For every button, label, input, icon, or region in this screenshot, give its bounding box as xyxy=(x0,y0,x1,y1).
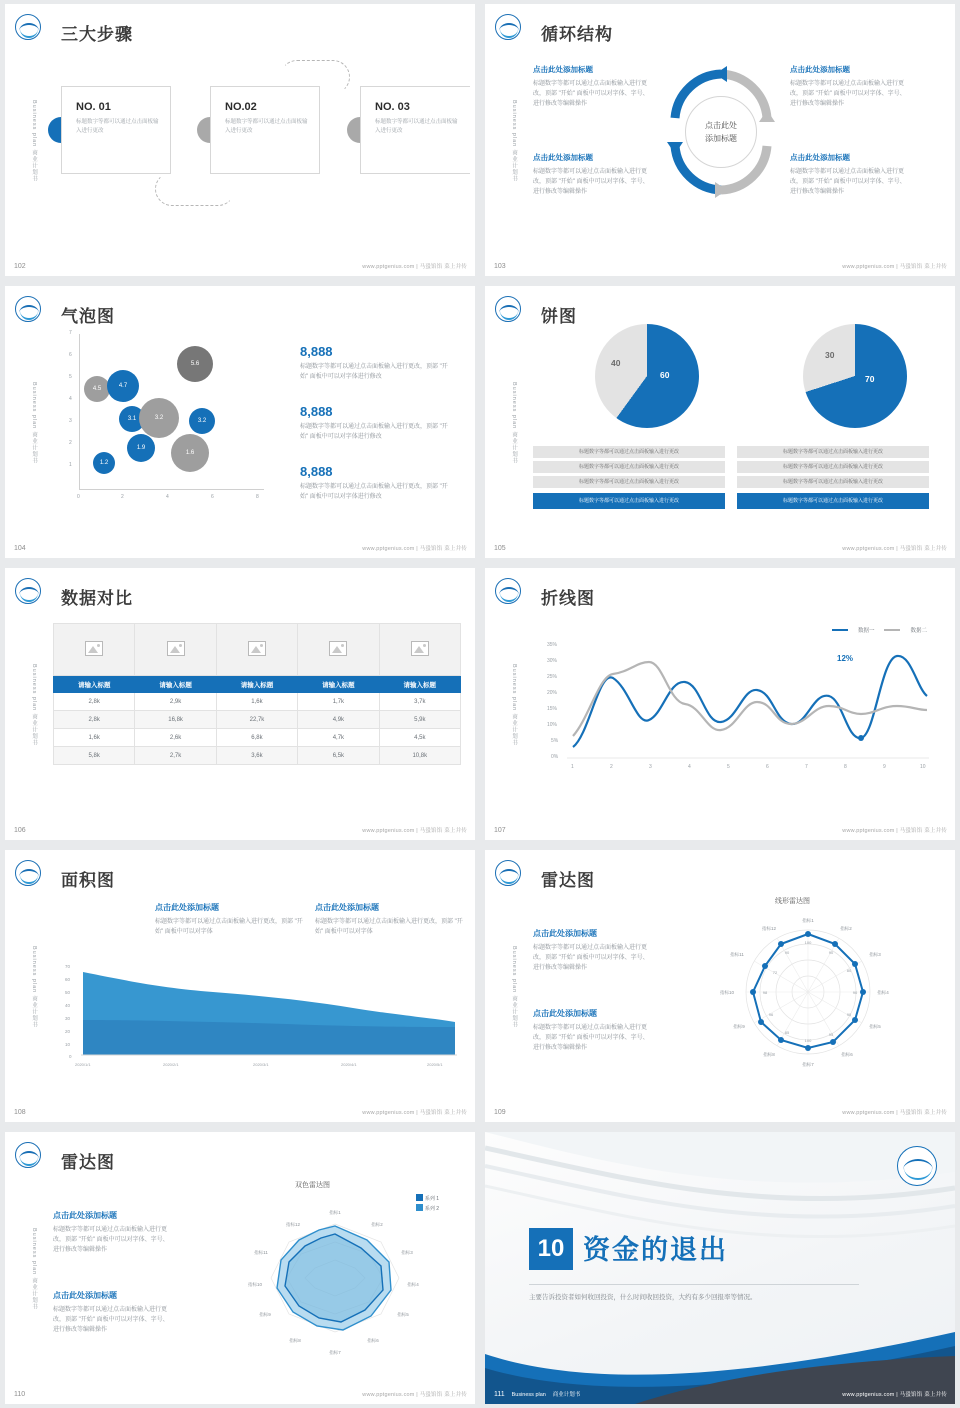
svg-text:90: 90 xyxy=(846,1012,852,1017)
table-cell: 4,7k xyxy=(298,729,379,747)
slide-footer: www.pptgenius.com | 马蛩馅馅 菜上并传 xyxy=(362,1110,467,1116)
radar-heading-1 xyxy=(533,928,651,973)
step-desc: 标题数字等都可以通过点击面板输入进行更改 xyxy=(76,119,159,134)
slide-number: 110 xyxy=(14,1391,26,1398)
slide-107 xyxy=(485,568,955,840)
y-axis xyxy=(79,334,80,489)
slide-footer: www.pptgenius.com | 马蛩馅馅 菜上并传 xyxy=(842,546,947,552)
svg-text:2020/2/1: 2020/2/1 xyxy=(163,1062,179,1067)
brand-logo-icon xyxy=(495,296,521,322)
bubble-chart xyxy=(61,330,276,514)
table-cell: 2,6k xyxy=(135,729,216,747)
slide-106 xyxy=(5,568,475,840)
svg-text:3: 3 xyxy=(649,764,652,770)
svg-text:指标11: 指标11 xyxy=(730,952,744,957)
slide-footer: www.pptgenius.com | 马蛩馅馅 菜上并传 xyxy=(842,1110,947,1116)
table-cell: 3,7k xyxy=(379,693,460,711)
pie-slice-label: 40 xyxy=(611,358,621,368)
step-label: NO.02 xyxy=(225,101,257,113)
table-cell: 10,8k xyxy=(379,747,460,765)
table-cell: 2,7k xyxy=(135,747,216,765)
x-tick: 0 xyxy=(77,494,80,500)
area-chart-svg xyxy=(53,962,463,1074)
svg-text:指标5: 指标5 xyxy=(397,1312,409,1317)
table-row xyxy=(54,711,461,729)
vertical-label: Business plan 商业计划书 xyxy=(31,100,37,183)
step-marker-3 xyxy=(347,117,360,143)
svg-text:50: 50 xyxy=(65,990,71,995)
svg-text:90: 90 xyxy=(852,990,858,995)
table-header-cell: 请输入标题 xyxy=(216,676,297,693)
brand-logo-icon xyxy=(15,296,41,322)
slide-111 xyxy=(485,1132,955,1404)
page-title: 折线图 xyxy=(541,589,595,608)
y-tick: 1 xyxy=(69,462,72,468)
y-tick: 3 xyxy=(69,418,72,424)
svg-text:100: 100 xyxy=(804,940,812,945)
slide-103 xyxy=(485,4,955,276)
vertical-label: Business plan 商业计划书 xyxy=(511,382,517,465)
bubble-point: 4.5 xyxy=(84,376,110,402)
svg-text:指标7: 指标7 xyxy=(802,1062,814,1067)
svg-text:60: 60 xyxy=(65,977,71,982)
bubble-point: 3.2 xyxy=(189,408,215,434)
table-header-cell: 请输入标题 xyxy=(54,676,135,693)
item-title: 点击此处添加标题 xyxy=(533,153,593,162)
svg-text:100: 100 xyxy=(804,1038,812,1043)
image-placeholder-icon xyxy=(411,641,429,656)
bubble-point: 5.6 xyxy=(177,346,213,382)
x-tick: 4 xyxy=(166,494,169,500)
line-chart xyxy=(537,640,937,775)
item-desc: 标题数字等都可以通过点击面板输入进行更改，顶部 "开始" 面板中可以对字体、字号、进行修改等编辑操作 xyxy=(790,169,906,195)
heading-desc: 标题数字等都可以通过点击面板输入进行更改，顶部 "开始" 面板中可以对字体 xyxy=(155,919,303,935)
table-cell-image xyxy=(216,624,297,676)
stat-desc: 标题数字等都可以通过点击面板输入进行更改，顶部 "开始" 面板中可以对字体进行修改 xyxy=(300,484,448,500)
svg-text:2020/5/1: 2020/5/1 xyxy=(427,1062,443,1067)
table-row xyxy=(54,747,461,765)
step-label: NO. 03 xyxy=(375,101,410,113)
table-cell-image xyxy=(54,624,135,676)
slide-110 xyxy=(5,1132,475,1404)
heading-desc: 标题数字等都可以通过点击面板输入进行更改，顶部 "开始" 面板中可以对字体、字号、进行修改等编辑操作 xyxy=(533,945,649,971)
svg-text:指标1: 指标1 xyxy=(802,918,814,923)
legend-label: 数据一 xyxy=(857,628,875,634)
svg-text:30: 30 xyxy=(65,1016,71,1021)
stat-desc: 标题数字等都可以通过点击面板输入进行更改，顶部 "开始" 面板中可以对字体进行修改 xyxy=(300,424,448,440)
table-header-cell: 请输入标题 xyxy=(298,676,379,693)
slide-number: 103 xyxy=(494,263,506,270)
svg-text:10: 10 xyxy=(920,764,926,770)
cover-title: 资金的退出 xyxy=(583,1235,728,1265)
vertical-label: Business plan 商业计划书 xyxy=(31,1228,37,1311)
pie-slice-label: 30 xyxy=(825,350,835,360)
vertical-label: Business plan 商业计划书 xyxy=(31,946,37,1029)
svg-text:指标3: 指标3 xyxy=(869,952,881,957)
item-title: 点击此处添加标题 xyxy=(533,65,593,74)
table-header-cell: 请输入标题 xyxy=(379,676,460,693)
slide-number: 106 xyxy=(14,827,26,834)
table-cell-image xyxy=(298,624,379,676)
table-cell-image xyxy=(379,624,460,676)
svg-text:指标10: 指标10 xyxy=(247,1282,263,1287)
radar-chart-svg xyxy=(683,904,933,1084)
svg-text:10: 10 xyxy=(65,1042,71,1047)
table-image-row xyxy=(54,624,461,676)
svg-text:指标10: 指标10 xyxy=(719,990,735,995)
svg-text:96: 96 xyxy=(768,1012,774,1017)
stat-value: 8,888 xyxy=(300,344,333,359)
radar2-chart-svg xyxy=(215,1190,455,1370)
svg-text:5%: 5% xyxy=(551,738,559,744)
slide-102 xyxy=(5,4,475,276)
y-tick: 4 xyxy=(69,396,72,402)
slide-number: 104 xyxy=(14,545,26,552)
slide-number: 102 xyxy=(14,263,26,270)
svg-text:25%: 25% xyxy=(547,674,558,680)
x-axis xyxy=(79,489,264,490)
legend-item-left[interactable]: 标题数字等都可以通过点击面板输入进行更改 xyxy=(533,446,725,458)
step-card-1[interactable] xyxy=(61,86,171,174)
svg-text:98: 98 xyxy=(762,990,768,995)
y-tick: 7 xyxy=(69,330,72,336)
cycle-diagram xyxy=(663,62,779,202)
svg-text:指标2: 指标2 xyxy=(840,926,852,931)
slide-footer: www.pptgenius.com | 马蛩馅馅 菜上并传 xyxy=(362,828,467,834)
page-title: 面积图 xyxy=(61,871,115,890)
page-title: 气泡图 xyxy=(61,307,115,326)
x-tick: 6 xyxy=(211,494,214,500)
cycle-item-1 xyxy=(533,64,653,109)
table-cell: 1,7k xyxy=(298,693,379,711)
vertical-label: Business plan 商业计划书 xyxy=(511,946,517,1029)
bubble-point: 1.6 xyxy=(171,434,209,472)
line-annotation: 12% xyxy=(837,654,854,663)
table-header-row xyxy=(54,676,461,693)
step-card-3[interactable] xyxy=(360,86,470,174)
svg-text:4: 4 xyxy=(688,764,691,770)
step-card-2[interactable] xyxy=(210,86,320,174)
table-cell: 5,9k xyxy=(379,711,460,729)
bubble-stat-2 xyxy=(300,404,448,442)
bubble-point: 3.1 xyxy=(119,406,145,432)
slide-footer: www.pptgenius.com | 马蛩馅馅 菜上并传 xyxy=(362,1392,467,1398)
legend-item-right[interactable]: 标题数字等都可以通过点击面板输入进行更改 xyxy=(737,476,929,488)
svg-text:2: 2 xyxy=(610,764,613,770)
dashed-connector-bottom xyxy=(155,172,235,206)
slide-number: 109 xyxy=(494,1109,506,1116)
area-heading-1 xyxy=(155,902,303,937)
slide-number: 111 xyxy=(494,1391,505,1398)
radar2-heading-1 xyxy=(53,1210,171,1255)
table-cell: 1,6k xyxy=(54,729,135,747)
svg-text:30%: 30% xyxy=(547,658,558,664)
cycle-center-line1: 点击此处 xyxy=(705,121,737,130)
x-tick: 8 xyxy=(256,494,259,500)
item-title: 点击此处添加标题 xyxy=(790,153,850,162)
pie-chart-left xyxy=(595,324,699,428)
legend-label: 数据二 xyxy=(910,628,927,634)
svg-text:40: 40 xyxy=(65,1003,71,1008)
svg-text:7: 7 xyxy=(805,764,808,770)
slide-footer: www.pptgenius.com | 马蛩馅馅 菜上并传 xyxy=(842,1392,947,1398)
brand-logo-icon xyxy=(15,1142,41,1168)
table-cell: 16,8k xyxy=(135,711,216,729)
table-cell: 4,9k xyxy=(298,711,379,729)
cycle-center-label xyxy=(685,96,757,168)
table-cell: 3,6k xyxy=(216,747,297,765)
page-title: 饼图 xyxy=(541,307,577,326)
legend-item-right[interactable]: 标题数字等都可以通过点击面板输入进行更改 xyxy=(737,461,929,473)
svg-text:6: 6 xyxy=(766,764,769,770)
step-marker-1 xyxy=(48,117,61,143)
slide-number: 108 xyxy=(14,1109,26,1116)
brand-logo-icon xyxy=(495,860,521,886)
table-header-cell: 请输入标题 xyxy=(135,676,216,693)
svg-text:70: 70 xyxy=(65,964,71,969)
stat-value: 8,888 xyxy=(300,404,333,419)
legend-swatch xyxy=(884,629,900,631)
stat-value: 8,888 xyxy=(300,464,333,479)
heading-desc: 标题数字等都可以通过点击面板输入进行更改，顶部 "开始" 面板中可以对字体、字号、进行修改等编辑操作 xyxy=(533,1025,649,1051)
table-cell: 6,5k xyxy=(298,747,379,765)
svg-text:指标8: 指标8 xyxy=(289,1338,301,1343)
svg-text:20: 20 xyxy=(65,1029,71,1034)
chart-title: 双色雷达图 xyxy=(295,1182,330,1189)
cycle-center-line2: 添加标题 xyxy=(705,134,737,143)
step-desc: 标题数字等都可以通过点击面板输入进行更改 xyxy=(375,119,458,134)
table-cell-image xyxy=(135,624,216,676)
radar2-heading-2 xyxy=(53,1290,171,1335)
svg-text:9: 9 xyxy=(883,764,886,770)
legend-label: 系列 1 xyxy=(424,1196,439,1202)
svg-text:1: 1 xyxy=(571,764,574,770)
svg-text:指标1: 指标1 xyxy=(329,1210,341,1215)
svg-text:指标5: 指标5 xyxy=(869,1024,881,1029)
legend-item-right[interactable]: 标题数字等都可以通过点击面板输入进行更改 xyxy=(737,446,929,458)
table-cell: 1,6k xyxy=(216,693,297,711)
svg-text:15%: 15% xyxy=(547,706,558,712)
item-desc: 标题数字等都可以通过点击面板输入进行更改，顶部 "开始" 面板中可以对字体、字号、进行修改等编辑操作 xyxy=(533,169,649,195)
table-cell: 2,9k xyxy=(135,693,216,711)
item-desc: 标题数字等都可以通过点击面板输入进行更改，顶部 "开始" 面板中可以对字体、字号、进行修改等编辑操作 xyxy=(533,81,649,107)
table-cell: 4,5k xyxy=(379,729,460,747)
page-title: 雷达图 xyxy=(61,1153,115,1172)
bubble-point: 3.2 xyxy=(139,398,179,438)
heading-title: 点击此处添加标题 xyxy=(533,1009,597,1018)
area-heading-2 xyxy=(315,902,463,937)
image-placeholder-icon xyxy=(248,641,266,656)
slide-footer: www.pptgenius.com | 马蛩馅馅 菜上并传 xyxy=(362,264,467,270)
cover-divider xyxy=(529,1284,859,1285)
legend-item-left[interactable]: 标题数字等都可以通过点击面板输入进行更改 xyxy=(533,461,725,473)
bubble-point: 1.2 xyxy=(93,452,115,474)
legend-item-left-active[interactable]: 标题数字等都可以通过点击面板输入进行更改 xyxy=(533,493,725,509)
radar-chart xyxy=(683,904,933,1084)
stat-desc: 标题数字等都可以通过点击面板输入进行更改，顶部 "开始" 面板中可以对字体进行修改 xyxy=(300,364,448,380)
image-placeholder-icon xyxy=(85,641,103,656)
image-placeholder-icon xyxy=(329,641,347,656)
svg-text:指标6: 指标6 xyxy=(367,1338,379,1343)
slide-footer: www.pptgenius.com | 马蛩馅馅 菜上并传 xyxy=(842,828,947,834)
pie-chart-right xyxy=(803,324,907,428)
heading-desc: 标题数字等都可以通过点击面板输入进行更改，顶部 "开始" 面板中可以对字体、字号、进行修改等编辑操作 xyxy=(53,1307,169,1333)
pie-slice-label: 70 xyxy=(865,374,875,384)
vertical-label: Business plan 商业计划书 xyxy=(31,382,37,465)
brand-logo-icon xyxy=(15,14,41,40)
legend-swatch xyxy=(832,629,848,631)
svg-text:90: 90 xyxy=(828,950,834,955)
legend-item-right-active[interactable]: 标题数字等都可以通过点击面板输入进行更改 xyxy=(737,493,929,509)
svg-text:0: 0 xyxy=(69,1054,72,1059)
svg-text:20%: 20% xyxy=(547,690,558,696)
heading-desc: 标题数字等都可以通过点击面板输入进行更改，顶部 "开始" 面板中可以对字体 xyxy=(315,919,463,935)
vertical-label: Business plan 商业计划书 xyxy=(511,664,517,747)
svg-text:指标6: 指标6 xyxy=(841,1052,853,1057)
slide-number: 107 xyxy=(494,827,506,834)
line-chart-svg xyxy=(537,640,937,775)
svg-text:指标2: 指标2 xyxy=(371,1222,383,1227)
svg-text:72: 72 xyxy=(772,970,778,975)
brand-logo-icon xyxy=(495,578,521,604)
image-placeholder-icon xyxy=(167,641,185,656)
line-chart-legend xyxy=(832,626,927,634)
svg-text:指标9: 指标9 xyxy=(733,1024,745,1029)
item-desc: 标题数字等都可以通过点击面板输入进行更改，顶部 "开始" 面板中可以对字体、字号、进行修改等编辑操作 xyxy=(790,81,906,107)
heading-title: 点击此处添加标题 xyxy=(315,903,379,912)
cycle-item-4 xyxy=(790,152,910,197)
svg-text:2020/1/1: 2020/1/1 xyxy=(75,1062,91,1067)
chapter-number: 10 xyxy=(529,1228,573,1270)
table-cell: 2,8k xyxy=(54,711,135,729)
cycle-item-2 xyxy=(533,152,653,197)
svg-text:95: 95 xyxy=(828,1032,834,1037)
item-title: 点击此处添加标题 xyxy=(790,65,850,74)
heading-desc: 标题数字等都可以通过点击面板输入进行更改，顶部 "开始" 面板中可以对字体、字号、进行修改等编辑操作 xyxy=(53,1227,169,1253)
step-label: NO. 01 xyxy=(76,101,111,113)
svg-text:35%: 35% xyxy=(547,642,558,648)
radar-heading-2 xyxy=(533,1008,651,1053)
pie-slice-label: 60 xyxy=(660,370,670,380)
bubble-stat-3 xyxy=(300,464,448,502)
svg-text:指标12: 指标12 xyxy=(285,1222,301,1227)
brand-logo-icon xyxy=(495,14,521,40)
brand-logo-icon xyxy=(897,1146,937,1186)
svg-text:指标9: 指标9 xyxy=(259,1312,271,1317)
svg-text:指标7: 指标7 xyxy=(329,1350,341,1355)
cycle-item-3 xyxy=(790,64,910,109)
cover-footer xyxy=(494,1390,580,1398)
brand-logo-icon xyxy=(15,578,41,604)
heading-title: 点击此处添加标题 xyxy=(533,929,597,938)
area-chart xyxy=(53,962,463,1074)
table-cell: 6,8k xyxy=(216,729,297,747)
svg-text:80: 80 xyxy=(846,968,852,973)
legend-item-left[interactable]: 标题数字等都可以通过点击面板输入进行更改 xyxy=(533,476,725,488)
svg-text:指标3: 指标3 xyxy=(401,1250,413,1255)
page-title: 数据对比 xyxy=(61,589,133,608)
svg-text:指标11: 指标11 xyxy=(254,1250,268,1255)
slide-footer: www.pptgenius.com | 马蛩馅馅 菜上并传 xyxy=(362,546,467,552)
svg-text:10%: 10% xyxy=(547,722,558,728)
vertical-label: Business plan 商业计划书 xyxy=(511,100,517,183)
slide-105 xyxy=(485,286,955,558)
slide-108 xyxy=(5,850,475,1122)
table-row xyxy=(54,693,461,711)
svg-text:指标4: 指标4 xyxy=(407,1282,419,1287)
table-row xyxy=(54,729,461,747)
vertical-label: Business plan 商业计划书 xyxy=(31,664,37,747)
svg-text:指标8: 指标8 xyxy=(763,1052,775,1057)
svg-text:0%: 0% xyxy=(551,754,559,760)
svg-text:2020/3/1: 2020/3/1 xyxy=(253,1062,269,1067)
slide-109 xyxy=(485,850,955,1122)
radar2-chart xyxy=(215,1190,455,1370)
svg-text:85: 85 xyxy=(784,1030,790,1035)
table-cell: 22,7k xyxy=(216,711,297,729)
table-cell: 5,8k xyxy=(54,747,135,765)
chart-title: 线形雷达图 xyxy=(775,898,810,905)
slide-104 xyxy=(5,286,475,558)
y-tick: 5 xyxy=(69,374,72,380)
heading-title: 点击此处添加标题 xyxy=(155,903,219,912)
x-tick: 2 xyxy=(121,494,124,500)
y-tick: 6 xyxy=(69,352,72,358)
heading-title: 点击此处添加标题 xyxy=(53,1291,117,1300)
bubble-point: 1.9 xyxy=(127,434,155,462)
page-title: 三大步骤 xyxy=(61,25,133,44)
svg-text:指标4: 指标4 xyxy=(877,990,889,995)
slide-footer: www.pptgenius.com | 马蛩馅馅 菜上并传 xyxy=(842,264,947,270)
heading-title: 点击此处添加标题 xyxy=(53,1211,117,1220)
legend-label: 系列 2 xyxy=(424,1206,439,1212)
page-title: 循环结构 xyxy=(541,25,613,44)
brand-logo-icon xyxy=(15,860,41,886)
y-tick: 2 xyxy=(69,440,72,446)
cover-description: 主要告诉投资者如何收回投资，什么时间收回投资，大约有多少回报率等情况。 xyxy=(529,1294,757,1301)
svg-text:指标12: 指标12 xyxy=(761,926,777,931)
bubble-stat-1 xyxy=(300,344,448,382)
svg-text:8: 8 xyxy=(844,764,847,770)
step-desc: 标题数字等都可以通过点击面板输入进行更改 xyxy=(225,119,308,134)
svg-text:2020/4/1: 2020/4/1 xyxy=(341,1062,357,1067)
page-title: 雷达图 xyxy=(541,871,595,890)
cover-foot-label: Business plan xyxy=(511,1392,546,1398)
comparison-table xyxy=(53,623,461,765)
slide-number: 105 xyxy=(494,545,506,552)
table-cell: 2,8k xyxy=(54,693,135,711)
step-marker-2 xyxy=(197,117,210,143)
bubble-point: 4.7 xyxy=(107,370,139,402)
cover-foot-sub: 商业计划书 xyxy=(552,1392,581,1398)
svg-text:5: 5 xyxy=(727,764,730,770)
svg-text:90: 90 xyxy=(784,950,790,955)
